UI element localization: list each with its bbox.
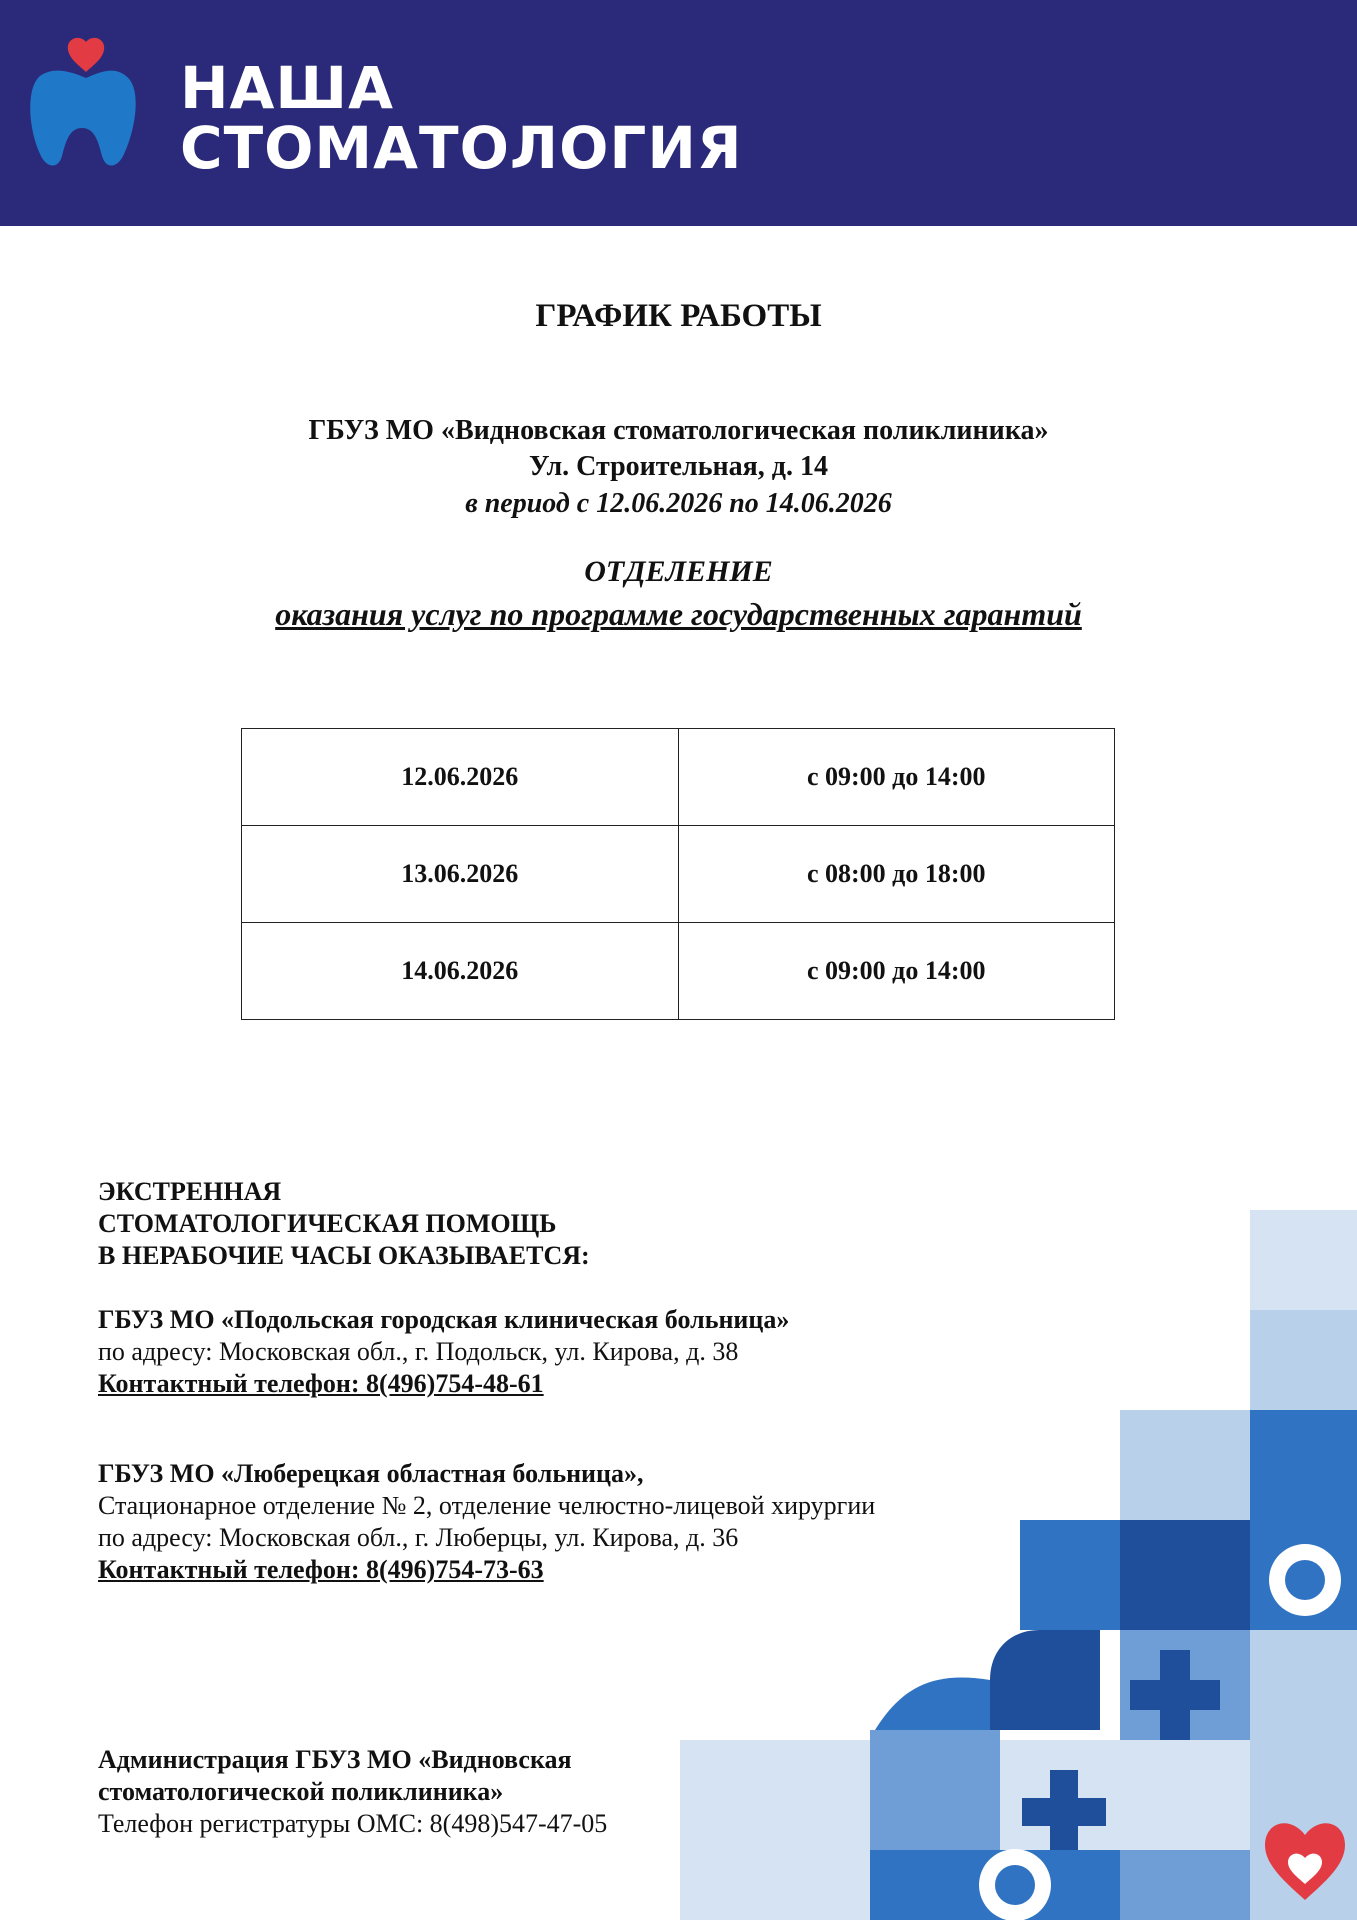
place-phone: Контактный телефон: 8(496)754-73-63 bbox=[98, 1555, 544, 1584]
registry-phone: Телефон регистратуры ОМС: 8(498)547-47-05 bbox=[98, 1809, 608, 1838]
logo-line2: СТОМАТОЛОГИЯ bbox=[180, 114, 743, 182]
admin-line: Администрация ГБУЗ МО «Видновская bbox=[98, 1745, 572, 1774]
emergency-heading bbox=[98, 1176, 590, 1272]
table-row bbox=[242, 729, 1115, 826]
emergency-heading-line: СТОМАТОЛОГИЧЕСКАЯ ПОМОЩЬ bbox=[98, 1209, 557, 1238]
place-name: ГБУЗ МО «Люберецкая областная больница», bbox=[98, 1459, 644, 1488]
schedule-date: 12.06.2026 bbox=[242, 729, 679, 826]
schedule-hours: с 08:00 до 18:00 bbox=[678, 826, 1115, 923]
department-subtitle: оказания услуг по программе государственных гарантий bbox=[275, 596, 1082, 632]
org-address: Ул. Строительная, д. 14 bbox=[529, 451, 828, 482]
logo-text bbox=[180, 54, 743, 182]
page-title: ГРАФИК РАБОТЫ bbox=[535, 298, 822, 334]
footer-admin bbox=[98, 1744, 607, 1840]
admin-line: стоматологической поликлиника» bbox=[98, 1777, 504, 1806]
place-name: ГБУЗ МО «Подольская городская клиническая больница» bbox=[98, 1305, 790, 1334]
logo-line1: НАША bbox=[180, 54, 394, 122]
emergency-place bbox=[98, 1458, 875, 1586]
emergency-place bbox=[98, 1304, 789, 1400]
emergency-heading-line: ЭКСТРЕННАЯ bbox=[98, 1177, 282, 1206]
department-title: ОТДЕЛЕНИЕ bbox=[584, 555, 773, 588]
place-detail: по адресу: Московская обл., г. Люберцы, ул. Кирова, д. 36 bbox=[98, 1523, 739, 1552]
schedule-hours: с 09:00 до 14:00 bbox=[678, 729, 1115, 826]
table-row bbox=[242, 826, 1115, 923]
org-name: ГБУЗ МО «Видновская стоматологическая поликлиника» bbox=[308, 415, 1049, 446]
header-banner bbox=[0, 0, 1357, 226]
table-row bbox=[242, 923, 1115, 1020]
schedule-date: 13.06.2026 bbox=[242, 826, 679, 923]
schedule-date: 14.06.2026 bbox=[242, 923, 679, 1020]
tooth-heart-icon bbox=[22, 36, 150, 176]
schedule-hours: с 09:00 до 14:00 bbox=[678, 923, 1115, 1020]
place-phone: Контактный телефон: 8(496)754-48-61 bbox=[98, 1369, 544, 1398]
emergency-heading-line: В НЕРАБОЧИЕ ЧАСЫ ОКАЗЫВАЕТСЯ: bbox=[98, 1241, 590, 1270]
period-text: в период с 12.06.2026 по 14.06.2026 bbox=[465, 488, 892, 519]
place-detail: по адресу: Московская обл., г. Подольск, ул. Кирова, д. 38 bbox=[98, 1337, 739, 1366]
place-detail: Стационарное отделение № 2, отделение челюстно-лицевой хирургии bbox=[98, 1491, 876, 1520]
schedule-table bbox=[241, 728, 1115, 1020]
